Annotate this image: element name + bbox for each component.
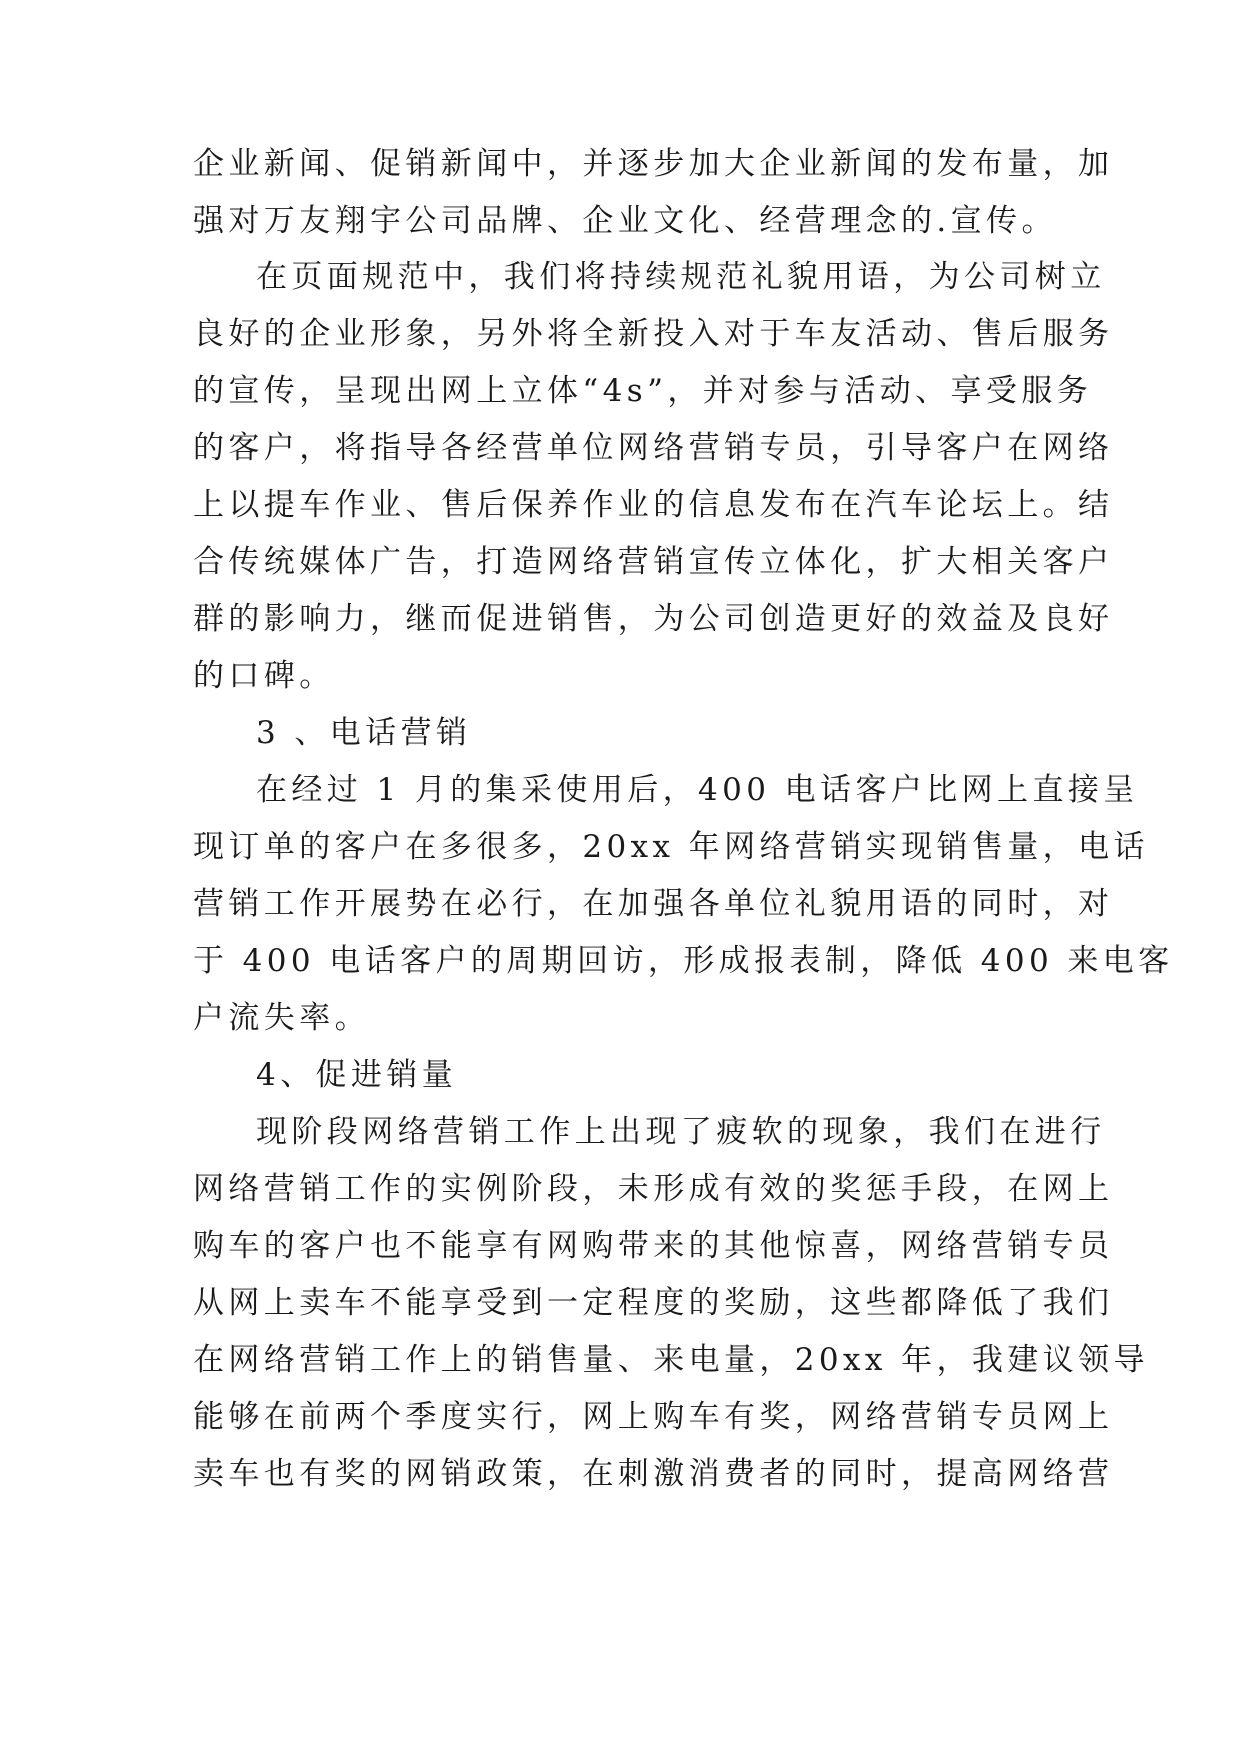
text-line: 户流失率。 [193, 1000, 370, 1036]
paragraph-first-line: 现阶段网络营销工作上出现了疲软的现象，我们在进行 [256, 1114, 1106, 1150]
text-line: 于 400 电话客户的周期回访，形成报表制，降低 400 来电客 [193, 943, 1174, 979]
text-line: 卖车也有奖的网销政策，在刺激消费者的同时，提高网络营 [193, 1456, 1114, 1492]
text-line: 在网络营销工作上的销售量、来电量，20xx 年，我建议领导 [193, 1342, 1149, 1378]
text-line: 良好的企业形象，另外将全新投入对于车友活动、售后服务 [193, 316, 1114, 352]
text-line: 强对万友翔宇公司品牌、企业文化、经营理念的.宣传。 [193, 203, 1057, 239]
text-line: 能够在前两个季度实行，网上购车有奖，网络营销专员网上 [193, 1399, 1114, 1435]
text-line: 的口碑。 [193, 658, 335, 694]
text-line: 现订单的客户在多很多，20xx 年网络营销实现销售量，电话 [193, 829, 1149, 865]
text-line: 的客户，将指导各经营单位网络营销专员，引导客户在网络 [193, 430, 1114, 466]
section-heading: 4、促进销量 [256, 1057, 458, 1093]
text-line: 的宣传，呈现出网上立体“4s”，并对参与活动、享受服务 [193, 373, 1093, 409]
text-line: 从网上卖车不能享受到一定程度的奖励，这些都降低了我们 [193, 1285, 1114, 1321]
text-line: 合传统媒体广告，打造网络营销宣传立体化，扩大相关客户 [193, 544, 1114, 580]
paragraph-first-line: 在经过 1 月的集采使用后，400 电话客户比网上直接呈 [256, 772, 1139, 808]
text-line: 网络营销工作的实例阶段，未形成有效的奖惩手段，在网上 [193, 1171, 1114, 1207]
text-line: 上以提车作业、售后保养作业的信息发布在汽车论坛上。结 [193, 487, 1114, 523]
text-line: 企业新闻、促销新闻中，并逐步加大企业新闻的发布量，加 [193, 146, 1114, 182]
paragraph-first-line: 在页面规范中，我们将持续规范礼貌用语，为公司树立 [256, 259, 1106, 295]
section-heading: 3 、电话营销 [256, 715, 472, 751]
text-line: 购车的客户也不能享有网购带来的其他惊喜，网络营销专员 [193, 1228, 1114, 1264]
text-line: 群的影响力，继而促进销售，为公司创造更好的效益及良好 [193, 601, 1114, 637]
text-line: 营销工作开展势在必行，在加强各单位礼貌用语的同时，对 [193, 886, 1114, 922]
